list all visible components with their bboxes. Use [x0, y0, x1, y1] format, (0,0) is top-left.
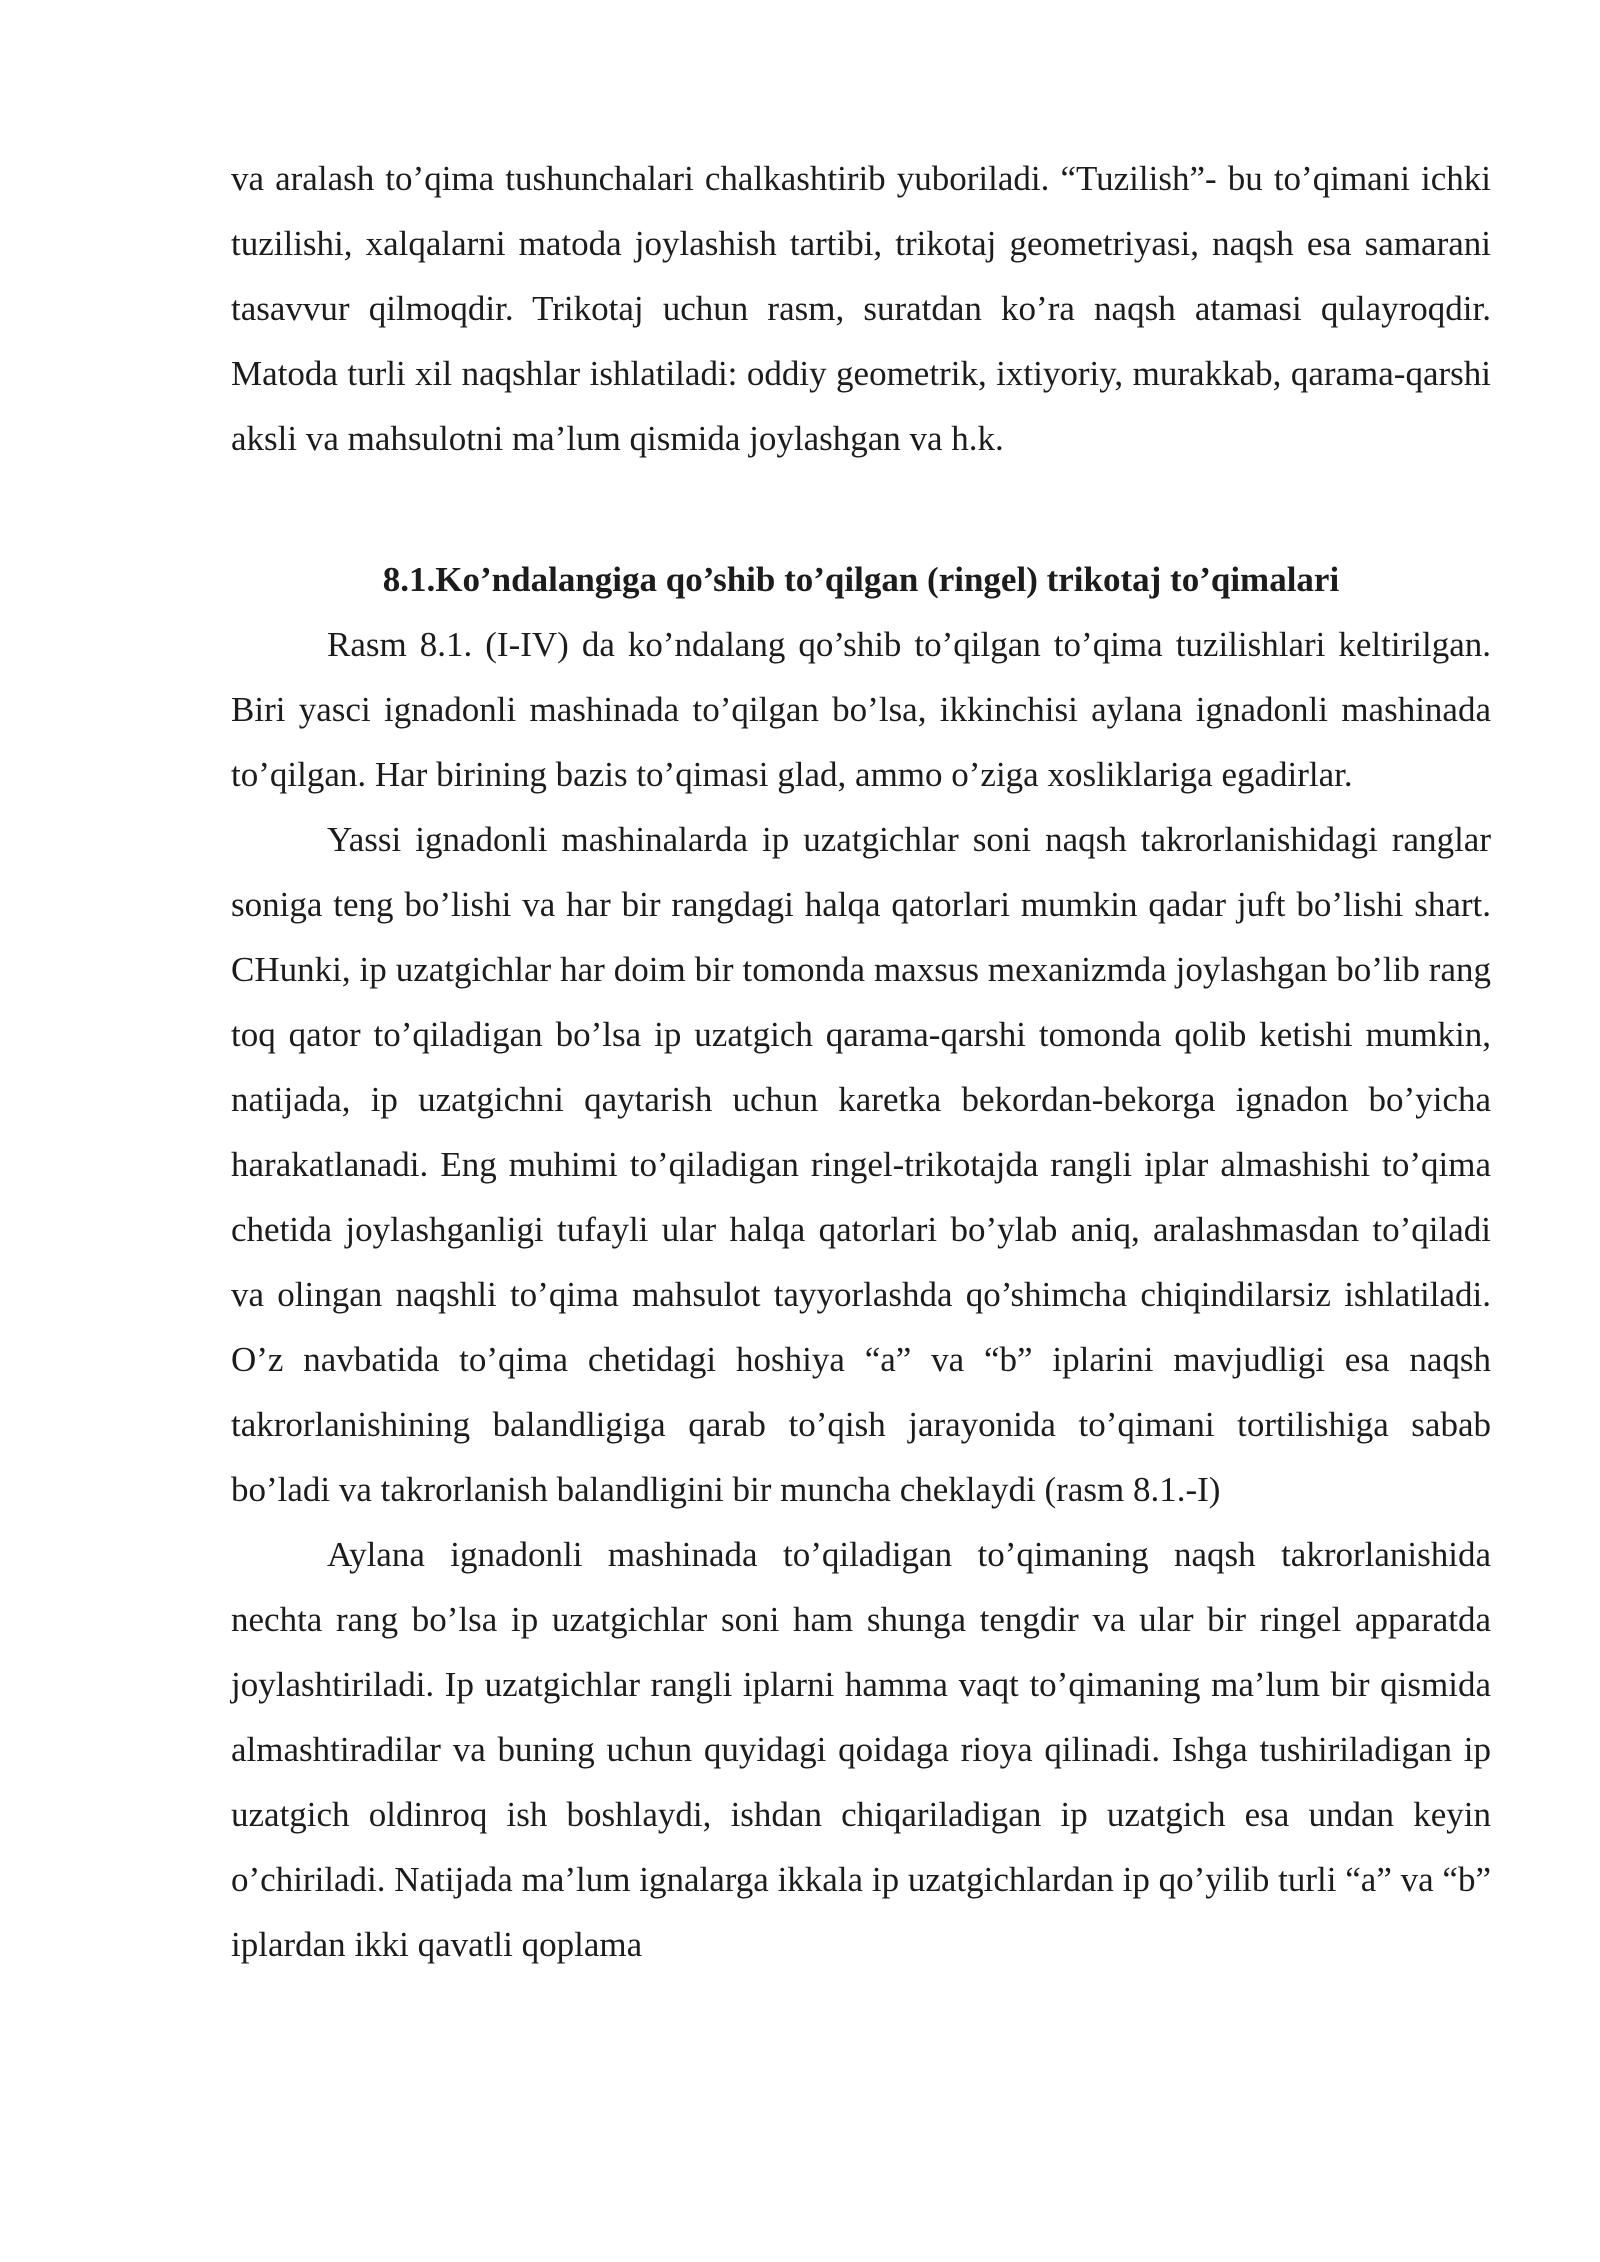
- intro-paragraph: va aralash to’qima tushunchalari chalkashtirib yuboriladi. “Tuzilish”- bu to’qimani ichki tuzilishi, xalqalarni matoda joylashish tartibi, trikotaj geometriyasi, naqsh esa samarani tasavvur qilmoqdir. Trikotaj uchun rasm, suratdan ko’ra naqsh atamasi qulayroqdir. Matoda turli xil naqshlar ishlatiladi: oddiy geometrik, ixtiyoriy, murakkab, qarama-qarshi aksli va mahsulotni ma’lum qismida joylashgan va h.k.: [231, 159, 1491, 458]
- body-paragraph-2: Yassi ignadonli mashinalarda ip uzatgichlar soni naqsh takrorlanishidagi ranglar soniga teng bo’lishi va har bir rangdagi halqa qatorlari mumkin qadar juft bo’lishi shart. CHunki, ip uzatgichlar har doim bir tomonda maxsus mexanizmda joylashgan bo’lib rang toq qator to’qiladigan bo’lsa ip uzatgich qarama-qarshi tomonda qolib ketishi mumkin, natijada, ip uzatgichni qaytarish uchun karetka bekordan-bekorga ignadon bo’yicha harakatlanadi. Eng muhimi to’qiladigan ringel-trikotajda rangli iplar almashishi to’qima chetida joylashganligi tufayli ular halqa qatorlari bo’ylab aniq, aralashmasdan to’qiladi va olingan naqshli to’qima mahsulot tayyorlashda qo’shimcha chiqindilarsiz ishlatiladi. O’z navbatida to’qima chetidagi hoshiya “a” va “b” iplarini mavjudligi esa naqsh takrorlanishining balandligiga qarab to’qish jarayonida to’qimani tortilishiga sabab bo’ladi va takrorlanish balandligini bir muncha cheklaydi (rasm 8.1.-I): [231, 820, 1491, 1509]
- section-heading: 8.1.Ko’ndalangiga qo’shib to’qilgan (ringel) trikotaj to’qimalari: [382, 560, 1340, 599]
- document-body: [231, 146, 1491, 1977]
- body-paragraph-1: Rasm 8.1. (I-IV) da ko’ndalang qo’shib to’qilgan to’qima tuzilishlari keltirilgan. Biri yasci ignadonli mashinada to’qilgan bo’lsa, ikkinchisi aylana ignadonli mashinada to’qilgan. Har birining bazis to’qimasi glad, ammo o’ziga xosliklariga egadirlar.: [231, 625, 1491, 794]
- body-paragraph-3: Aylana ignadonli mashinada to’qiladigan to’qimaning naqsh takrorlanishida nechta rang bo’lsa ip uzatgichlar soni ham shunga tengdir va ular bir ringel apparatda joylashtiriladi. Ip uzatgichlar rangli iplarni hamma vaqt to’qimaning ma’lum bir qismida almashtiradilar va buning uchun quyidagi qoidaga rioya qilinadi. Ishga tushiriladigan ip uzatgich oldinroq ish boshlaydi, ishdan chiqariladigan ip uzatgich esa undan keyin o’chiriladi. Natijada ma’lum ignalarga ikkala ip uzatgichlardan ip qo’yilib turli “a” va “b” iplardan ikki qavatli qoplama: [231, 1535, 1491, 1964]
